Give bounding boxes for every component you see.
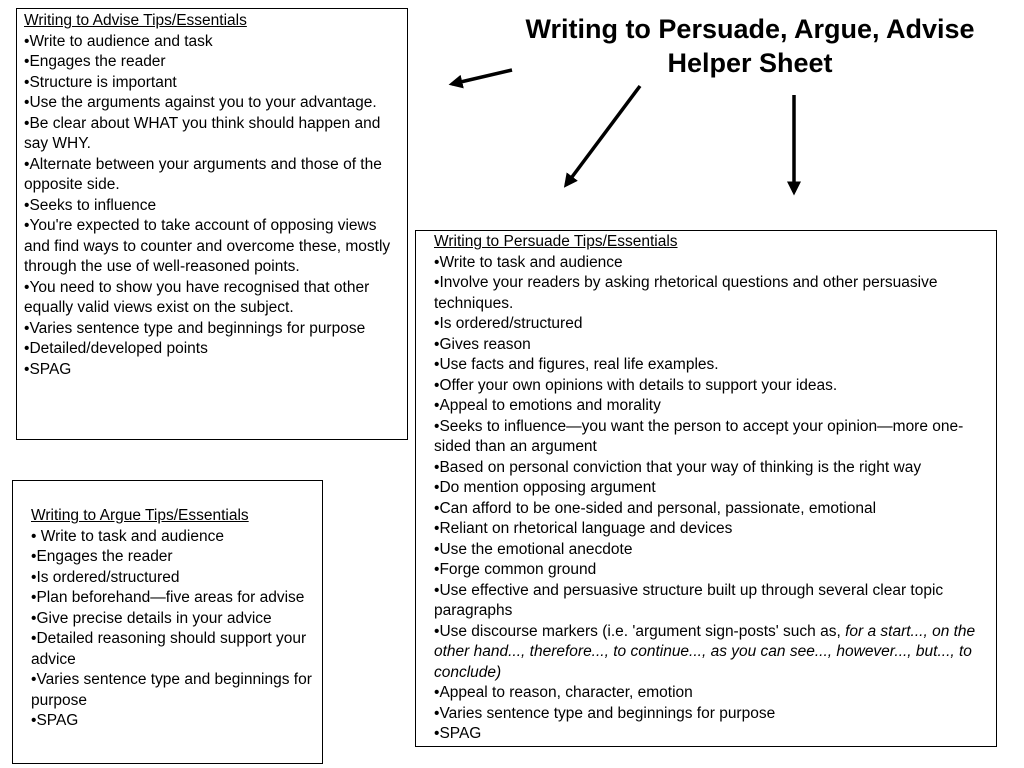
list-item: • Write to task and audience [31,527,312,548]
list-item: • Use facts and figures, real life examples. [434,355,986,376]
list-item: • Write to audience and task [24,32,402,53]
list-item: • Engages the reader [24,52,402,73]
list-item: • Varies sentence type and beginnings for purpose [24,319,402,340]
argue-heading: Writing to Argue Tips/Essentials [31,507,249,524]
page-title [500,12,1000,80]
list-item: • Gives reason [434,335,986,356]
persuade-list [434,253,986,745]
list-item: • Appeal to reason, character, emotion [434,683,986,704]
list-item: • SPAG [434,724,986,745]
list-item: • Use the emotional anecdote [434,540,986,561]
list-item: • Detailed reasoning should support your advice [31,629,312,670]
list-item: • Offer your own opinions with details to support your ideas. [434,376,986,397]
discourse-markers-item [434,622,986,684]
list-item: • Use the arguments against you to your advantage. [24,93,402,114]
list-item: • Alternate between your arguments and those of the opposite side. [24,155,402,196]
list-item: • Give precise details in your advice [31,609,312,630]
list-item: • Detailed/developed points [24,339,402,360]
list-item: • Plan beforehand—five areas for advise [31,588,312,609]
advise-heading: Writing to Advise Tips/Essentials [24,12,247,29]
list-item: • Write to task and audience [434,253,986,274]
argue-tips-box [12,480,323,764]
arrow-to-argue [566,86,640,185]
list-item: • Seeks to influence [24,196,402,217]
list-item: • Appeal to emotions and morality [434,396,986,417]
list-item: • Structure is important [24,73,402,94]
persuade-tips-box [415,230,997,747]
list-item: • Varies sentence type and beginnings for purpose [434,704,986,725]
list-item: • You're expected to take account of opposing views and find ways to counter and overcome these, mostly through the use of well-reasoned points. [24,216,402,278]
list-item: • Use effective and persuasive structure built up through several clear topic paragraphs [434,581,986,622]
list-item: • Be clear about WHAT you think should happen and say WHY. [24,114,402,155]
discourse-examples: for a start..., on the other hand..., therefore..., to continue..., as you can see..., however..., but..., to conclude) [434,622,976,681]
list-item: • Involve your readers by asking rhetorical questions and other persuasive techniques. [434,273,986,314]
list-item: • Is ordered/structured [434,314,986,335]
persuade-heading: Writing to Persuade Tips/Essentials [434,233,678,250]
list-item: • Varies sentence type and beginnings for purpose [31,670,312,711]
list-item: • Forge common ground [434,560,986,581]
list-item: • Engages the reader [31,547,312,568]
list-item: • Can afford to be one-sided and personal, passionate, emotional [434,499,986,520]
title-line-1: Writing to Persuade, Argue, Advise [525,14,975,44]
list-item: • SPAG [31,711,312,732]
advise-tips-box [16,8,408,440]
title-line-2: Helper Sheet [667,48,833,78]
discourse-prefix: Use discourse markers (i.e. 'argument sign-posts' such as, [439,622,846,640]
list-item: • Seeks to influence—you want the person to accept your opinion—more one-sided than an argument [434,417,986,458]
list-item: • Do mention opposing argument [434,478,986,499]
list-item: • You need to show you have recognised that other equally valid views exist on the subject. [24,278,402,319]
list-item: • Reliant on rhetorical language and devices [434,519,986,540]
list-item: • SPAG [24,360,402,381]
argue-list [31,527,312,732]
list-item: • Based on personal conviction that your way of thinking is the right way [434,458,986,479]
list-item: • Is ordered/structured [31,568,312,589]
advise-list [24,32,402,381]
